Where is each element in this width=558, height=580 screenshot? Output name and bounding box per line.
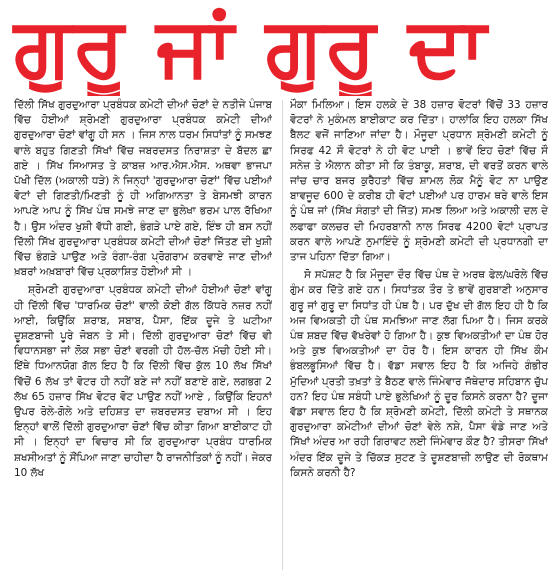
right-column (290, 98, 548, 576)
right-paragraph-2: ਸੋ ਸਪੱਸ਼ਟ ਹੈ ਕਿ ਮੌਜੂਦਾ ਦੌਰ ਵਿੱਚ ਪੰਥ ਦੇ ਅਰਥ ਫੇਲ/ਘਰੋਲੇ ਵਿੱਚ ਗੁੰਮ ਕਰ ਦਿੱਤੇ ਗਏ ਹਨ। ਸਿਧਾਂਤਕ ਤੌਰ ਤੇ ਭਾਵੇਂ ਗੁਰਬਾਣੀ ਅਨੁਸਾਰ ਗੁਰੂ ਜਾਂ ਗੁਰੂ ਦਾ ਸਿਧਾਂਤ ਹੀ ਪੰਥ ਹੈ। ਪਰ ਦੁੱਖ ਦੀ ਗੱਲ ਇਹ ਹੀ ਹੈ ਕਿ ਅਜ ਵਿਅਕਤੀ ਹੀ ਪੰਥ ਸਮਝਿਆ ਜਾਣ ਲੱਗ ਪਿਆ ਹੈ। ਜਿਸ ਕਰਕੇ ਪੰਥ ਸ਼ਬਦ ਵਿੱਚ ਵੱਖਰੇਵਾਂ ਹੋ ਗਿਆ ਹੈ। ਕੁਝ ਵਿਅਕਤੀਆਂ ਦਾ ਪੰਥ ਹੋਰ ਅਤੇ ਕੁਝ ਵਿਅਕਤੀਆਂ ਦਾ ਹੋਰ ਹੈ। ਇਸ ਕਾਰਨ ਹੀ ਸਿੱਖ ਕੌਮ ਭੰਬਲਭੂਸਿਆਂ ਵਿੱਚ ਹੈ। ਵੱਡਾ ਸਵਾਲ ਇਹ ਹੈ ਕਿ ਅਜਿਹੇ ਗੰਭੀਰ ਮੁੱਦਿਆਂ ਪ੍ਰਤੀ ਤਖ਼ਤਾਂ ਤੇ ਬੈਠਣ ਵਾਲੇ ਜਿੰਮੇਵਾਰ ਜੱਥੇਦਾਰ ਸਹਿਬਾਨ ਚੁੱਪ ਹਨ? ਇਹ ਪੰਥ ਸਬੰਧੀ ਪਾਏ ਭੁਲੇਖਿਆਂ ਨੂੰ ਦੂਰ ਕਿਸਨੇ ਕਰਨਾ ਹੈ? ਦੂਜਾ ਵੱਡਾ ਸਵਾਲ ਇਹ ਹੈ ਕਿ ਸ਼੍ਰੋਮਣੀ ਕਮੇਟੀ, ਦਿੱਲੀ ਕਮੇਟੀ ਤੇ ਸਥਾਨਕ ਗੁਰਦੁਆਰਾ ਕਮੇਟੀਆਂ ਦੀਆਂ ਚੋਣਾਂ ਵੇਲੇ ਨਸ਼ੇ, ਪੈਸਾ ਵੰਡੇ ਜਾਣ ਅਤੇ ਸਿੱਖਾਂ ਅੰਦਰ ਆ ਰਹੀ ਗਿਰਾਵਟ ਲਈ ਜਿੰਮੇਵਾਰ ਕੌਣ ਹੈ? ਤੀਸਰਾ ਸਿੱਖਾਂ ਅੰਦਰ ਇੱਕ ਦੂਜੇ ਤੇ ਚਿੱਕੜ ਸੁਟਣ ਤੇ ਦੂਸ਼ਣਬਾਜ਼ੀ ਲਾਉਣ ਦੀ ਰੋਕਥਾਮ ਕਿਸਨੇ ਕਰਨੀ ਹੈ? (290, 269, 548, 479)
left-paragraph-2: ਸ਼੍ਰੋਮਣੀ ਗੁਰਦੁਆਰਾ ਪ੍ਰਬੰਧਕ ਕਮੇਟੀ ਦੀਆਂ ਹੋਈਆਂ ਚੋਣਾਂ ਵਾਂਗੂ ਹੀ ਦਿੱਲੀ ਵਿੱਚ 'ਧਾਰਮਿਕ ਚੋਣਾਂ' ਵਾਲੀ ਕੋਈ ਗੱਲ ਕਿੱਧਰੇ ਨਜ਼ਰ ਨਹੀਂ ਆਈ, ਕਿਉਂਕਿ ਸ਼ਰਾਬ, ਸਬਾਬ, ਪੈਸਾ, ਇੱਕ ਦੂਜੇ ਤੇ ਘਟੀਆ ਦੂਸ਼ਣਬਾਜੀ ਪੂਰੇ ਜੋਬਨ ਤੇ ਸੀ। ਦਿੱਲੀ ਗੁਰਦੁਆਰਾ ਚੋਣਾਂ ਵਿੱਚ ਵੀ ਵਿਧਾਨਸਭਾ ਜਾਂ ਲੋਕ ਸਭਾ ਚੋਣਾਂ ਵਰਗੀ ਹੀ ਹੱਲ-ਚੱਲ ਮੱਚੀ ਹੋਈ ਸੀ। ਇੱਥੇ ਧਿਆਨਯੋਗ ਗੱਲ ਇਹ ਹੈ ਕਿ ਦਿੱਲੀ ਵਿੱਚ ਕੁੱਲ 10 ਲੱਖ ਸਿੱਖਾਂ ਵਿੱਚੋਂ 6 ਲੱਖ ਤਾਂ ਵੋਟਰ ਹੀ ਨਹੀਂ ਬਣੇ ਜਾਂ ਨਹੀਂ ਬਣਾਏ ਗਏ, ਲਗਭਗ 2 ਲੱਖ 65 ਹਜ਼ਾਰ ਸਿੱਖ ਵੋਟਰ ਵੋਟ ਪਾਉਣ ਨਹੀਂ ਆਏ , ਕਿਉਂਕਿ ਇਹਨਾਂ ਉਪਰ ਰੋਲੇ-ਗੋਲੇ ਅਤੇ ਦਹਿਸ਼ਤ ਦਾ ਜ਼ਬਰਦਸਤ ਦਬਾਅ ਸੀ । ਇਹ ਇਨ੍ਹਾਂ ਵਾਲੋਂ ਦਿੱਲੀ ਗੁਰਦੁਆਰਾ ਚੋਣਾਂ ਵਿੱਚ ਕੀਤਾ ਗਿਆ ਬਾਈਕਾਟ ਹੀ ਸੀ । ਇਨ੍ਹਾਂ ਦਾ ਵਿਚਾਰ ਸੀ ਕਿ ਗੁਰਦੁਆਰਾ ਪ੍ਰਬੰਧ ਧਾਰਮਿਕ ਸ਼ਖਸੀਅਤਾਂ ਨੂੰ ਸੌਂਪਿਆ ਜਾਣਾ ਚਾਹੀਦਾ ਹੈ ਰਾਜਨੀਤਿਕਾਂ ਨੂੰ ਨਹੀਂ। ਜੇਕਰ 10 ਲੱਖ (14, 284, 272, 479)
left-paragraph-1: ਦਿੱਲੀ ਸਿੱਖ ਗੁਰਦੁਆਰਾ ਪ੍ਰਬੰਧਕ ਕਮੇਟੀ ਦੀਆਂ ਚੋਣਾਂ ਦੇ ਨਤੀਜੇ ਪੰਜਾਬ ਵਿੱਚ ਹੋਈਆਂ ਸ਼੍ਰੋਮਣੀ ਗੁਰਦੁਆਰਾ ਪ੍ਰਬੰਧਕ ਕਮੇਟੀ ਦੀਆਂ ਗੁਰਦੁਆਰਾ ਚੋਣਾਂ ਵਾਂਗੂ ਹੀ ਸਨ । ਜਿਸ ਨਾਲ ਧਰਮ ਸਿਧਾਂਤਾਂ ਨੂੰ ਸਮਝਣ ਵਾਲੇ ਬਹੁਤ ਗਿਣਤੀ ਸਿੱਖਾਂ ਵਿੱਚ ਜਬਰਦਸਤ ਨਿਰਾਸ਼ਤਾ ਦੇ ਬੱਦਲ ਛਾ ਗਏ । ਸਿੱਖ ਸਿਆਸਤ ਤੇ ਕਾਬਜ਼ ਆਰ.ਐਸ.ਐਸ. ਅਥਵਾ ਭਾਜਪਾ ਪੱਖੀ ਦਿੱਲ (ਅਕਾਲੀ ਧੜੇ) ਨੇ ਜਿਨ੍ਹਾਂ 'ਗੁਰਦੁਆਰਾ ਚੋਣਾਂ' ਵਿੱਚ ਪਈਆਂ ਵੋਟਾਂ ਦੀ ਗਿਣਤੀ/ਮਿਣਤੀ ਨੂੰ ਹੀ ਅਗਿਆਨਤਾ ਤੇ ਬੇਸਮਝੀ ਕਾਰਨ ਆਪਣੇ ਆਪ ਨੂੰ ਸਿੱਖ ਪੰਥ ਸਮਝੇ ਜਾਣ ਦਾ ਭੁਲੇਖਾ ਭਰਮ ਪਾਲ ਰੱਖਿਆ ਹੈ। ਉਸ ਅੰਦਰ ਖੁਸ਼ੀ ਵੱਧੀ ਗਈ, ਭੰਗੜੇ ਪਾਏ ਗਏ, ਇੰਝ ਹੀ ਬਸ ਨਹੀਂ ਦਿੱਲੀ ਸਿੱਖ ਗੁਰਦੁਆਰਾ ਪ੍ਰਬੰਧਕ ਕਮੇਟੀ ਦੀਆਂ ਚੋਣਾਂ ਜਿੱਤਣ ਦੀ ਖੁਸ਼ੀ ਵਿੱਚ ਭੰਗੜੇ ਪਾਉਣ ਅਤੇ ਰੰਗਾ-ਰੰਗ ਪ੍ਰੋਗਰਾਮ ਕਰਵਾਏ ਜਾਣ ਦੀਆਂ ਖ਼ਬਰਾਂ ਅਖ਼ਬਾਰਾਂ ਵਿੱਚ ਪ੍ਰਕਾਸ਼ਿਤ ਹੋਈਆਂ ਸੀ । (14, 99, 272, 279)
article-headline: ਗੁਰੂ ਜਾਂ ਗੁਰੂ ਦਾ (14, 0, 488, 95)
article-body (14, 98, 548, 576)
right-paragraph-1: ਮੌਕਾ ਮਿਲਿਆ। ਇਸ ਹਲਕੇ ਦੇ 38 ਹਜ਼ਾਰ ਵੋਟਰਾਂ ਵਿੱਚੋਂ 33 ਹਜ਼ਾਰ ਵੋਟਰਾਂ ਨੇ ਮੁਕੰਮਲ ਬਾਈਕਾਟ ਕਰ ਦਿੱਤਾ। ਹਾਲਾਂਕਿ ਇਹ ਹਲਕਾ ਸਿੱਖ ਬੈਲਟ ਵਜੋਂ ਜਾਣਿਆ ਜਾਂਦਾ ਹੈ। ਮੌਜੂਦਾ ਪ੍ਰਧਾਨ ਸ਼੍ਰੋਮਣੀ ਕਮੇਟੀ ਨੂੰ ਸਿਰਫ 42 ਸੌ ਵੋਟਰਾਂ ਨੇ ਹੀ ਵੋਟ ਪਾਈ । ਭਾਵੇਂ ਇਹ ਚੋਣਾਂ ਵਿੱਚ ਸੌ ਸਨੇਜ਼ ਤੇ ਐਲਾਨ ਕੀਤਾ ਸੀ ਕਿ ਤੰਬਾਕੂ, ਸ਼ਰਾਬ, ਦੀ ਵਰਤੋਂ ਕਰਨ ਵਾਲੇ ਜਾਂਚ ਚਾਰ ਬਜਰ ਕੁਰੈਹਤਾਂ ਵਿੱਚ ਸ਼ਾਮਲ ਲੋਕ ਮੈਨੂੰ ਵੋਟ ਨਾ ਪਾਉਣ ਬਾਵਜੂਦ 600 ਦੇ ਕਰੀਬ ਹੀ ਵੋਟਾਂ ਪਈਆਂ ਪਰ ਹਾਰਮ ਥਰੇ ਵਾਲੇ ਇਸ ਨੂੰ ਪੰਥ ਜਾਂ (ਸਿੱਖ ਸੰਗਤਾਂ ਦੀ ਜਿੱਤ) ਸਮਝ ਲਿਆ ਅਤੇ ਅਕਾਲੀ ਦਲ ਦੇ ਲਫਾਫਾ ਕਲਚਰ ਦੀ ਮਿਹਰਬਾਨੀ ਨਾਲ ਸਿਰਫ 4200 ਵੋਟਾਂ ਪ੍ਰਾਪਤ ਕਰਨ ਵਾਲੇ ਆਪਣੇ ਨੁਮਾਇੰਦੇ ਨੂੰ ਸ਼੍ਰੋਮਣੀ ਕਮੇਟੀ ਦੀ ਪ੍ਰਧਾਨਗੀ ਦਾ ਤਾਜ ਪਹਿਨਾ ਦਿੱਤਾ ਗਿਆ। (290, 99, 548, 264)
left-column (14, 98, 272, 576)
